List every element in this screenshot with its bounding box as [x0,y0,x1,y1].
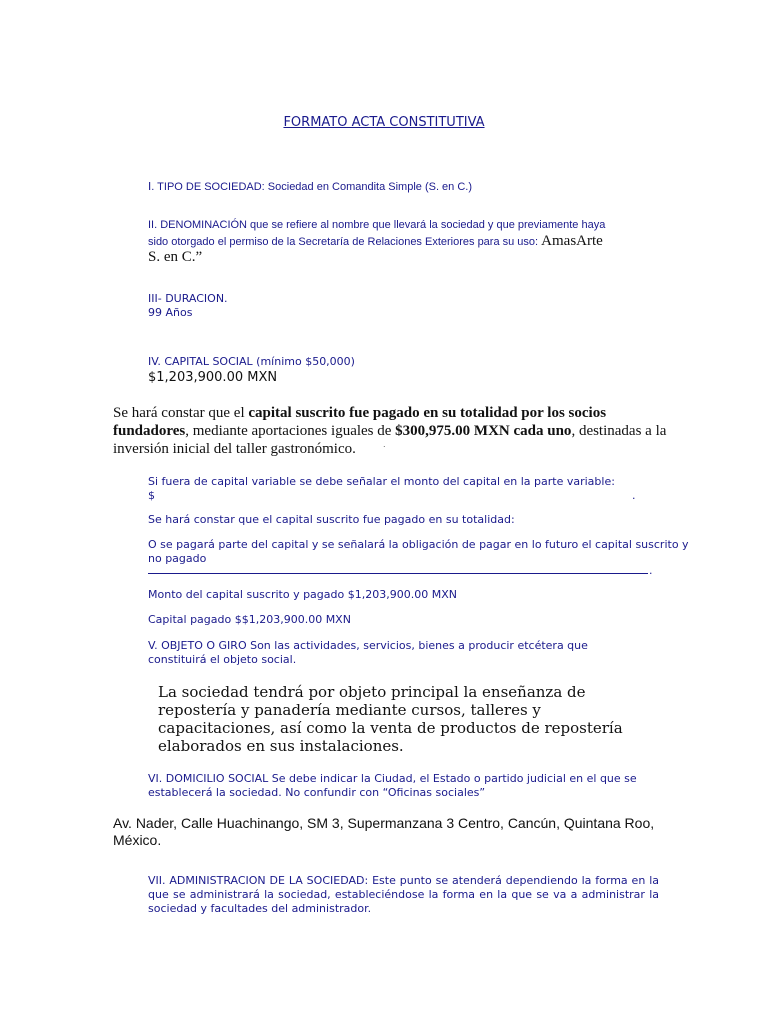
domicilio-line2: establecerá la sociedad. No confundir con “Oficinas sociales” [148,786,486,799]
capital-paragraph-text-1: Se hará constar que el [113,405,249,421]
domicilio-line1: VI. DOMICILIO SOCIAL Se debe indicar la Ciudad, el Estado o partido judicial en el que se [148,772,637,785]
capital-label: IV. CAPITAL SOCIAL (mínimo $50,000) [148,355,355,368]
pagara-line1: O se pagará parte del capital y se señalará la obligación de pagar en lo futuro el capital suscrito y [148,538,689,551]
variable-line2: $ [148,489,155,502]
denominacion-line2: sido otorgado el permiso de la Secretaría de Relaciones Exteriores para su uso: [148,236,542,248]
section-domicilio [148,772,748,800]
section-pago-futuro [148,538,763,566]
capital-paragraph-bold-2: $300,975.00 MXN cada uno [395,423,572,439]
section-duracion [148,292,228,320]
pagara-line2: no pagado [148,552,207,565]
section-administracion: VII. ADMINISTRACION DE LA SOCIEDAD: Este punto se atenderá dependiendo la forma en la que se administrará la sociedad, estableciéndose la forma en la que se va a administrar la sociedad y facultades del administrador. [148,874,659,915]
section-denominacion [148,218,768,264]
constar-line: Se hará constar que el capital suscrito fue pagado en su totalidad: [148,513,515,526]
duracion-label: III- DURACION. [148,292,228,305]
section-capital-variable [148,475,758,503]
objeto-line2: constituirá el objeto social. [148,653,297,666]
paragraph-dot: . [383,440,386,449]
section-tipo-sociedad [148,180,748,194]
capital-paragraph-text-3: , destinadas a la inversión inicial del taller gastronómico. [113,423,667,457]
section-tipo-prefix: I [148,180,152,193]
variable-line1: Si fuera de capital variable se debe señalar el monto del capital en la parte variable: [148,475,615,488]
duracion-value: 99 Años [148,306,193,319]
blank-underline [148,573,648,574]
company-name: AmasArte [541,233,603,249]
document-title: FORMATO ACTA CONSTITUTIVA [283,115,485,130]
capital-pagado: Capital pagado $$1,203,900.00 MXN [148,613,351,626]
capital-paragraph-text-2: , mediante aportaciones iguales de [185,423,396,439]
domicilio-address: Av. Nader, Calle Huachinango, SM 3, Supermanzana 3 Centro, Cancún, Quintana Roo, México. [113,815,655,848]
pagara-dot: . [649,564,653,577]
capital-value: $1,203,900.00 MXN [148,370,278,385]
objeto-line1: V. OBJETO O GIRO Son las actividades, servicios, bienes a producir etcétera que [148,639,588,652]
monto-suscrito-pagado: Monto del capital suscrito y pagado $1,203,900.00 MXN [148,588,457,601]
section-tipo-text: . TIPO DE SOCIEDAD: Sociedad en Comandita Simple (S. en C.) [151,181,473,193]
company-name-suffix: S. en C.” [148,249,203,265]
capital-paragraph [113,404,678,458]
capital-paragraph-bold-1: capital suscrito fue pagado en su totalidad por los socios fundadores [113,405,607,439]
section-objeto [148,639,748,667]
variable-dot: . [632,489,636,502]
section-capital-social [148,355,355,385]
denominacion-line1: II. DENOMINACIÓN que se refiere al nombre que llevará la sociedad y que previamente haya [148,219,606,231]
objeto-body: La sociedad tendrá por objeto principal la enseñanza de repostería y panadería mediante cursos, talleres y capacitaciones, así como la venta de productos de repostería elaborados en sus instalaciones. [158,683,623,755]
